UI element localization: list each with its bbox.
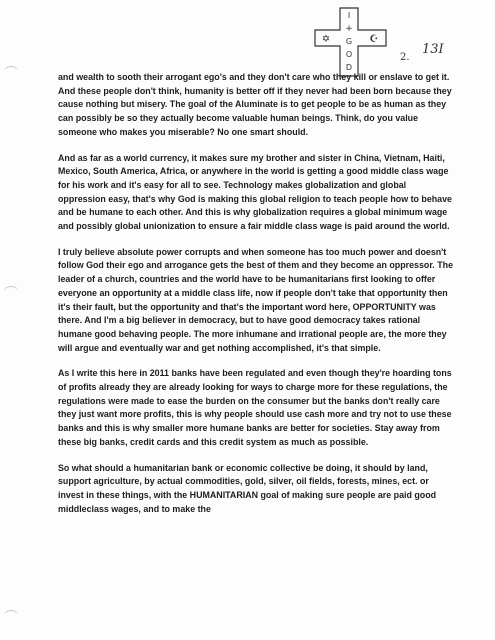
page-number: 2. <box>400 52 410 63</box>
crescent-star-icon: ☪ <box>369 34 379 45</box>
handdrawn-cross-logo <box>312 6 390 78</box>
cross-letter: I <box>347 11 351 20</box>
paragraph: As I write this here in 2011 banks have been regulated and even though they're hoarding tons of profits already they are already looking for ways to charge more for these regulations, the regulations were made to ease the burden on the consumer but the banks don't really care they just want more profits, this is why people should use cash more and try not to use these banks and this is why smaller more humane banks are better for societies. Stay away from these big banks, credit cards and this credit system as much as possible. <box>58 368 452 447</box>
binder-hole-mark <box>4 610 18 621</box>
paragraph: So what should a humanitarian bank or economic collective be doing, it should by land, support agriculture, by actual commodities, gold, silver, oil fields, forests, mines, ect. or invest in these things, with the HUMANITARIAN goal of making sure people are paid good middleclass wages, and to make the <box>58 462 437 514</box>
paragraph: and wealth to sooth their arrogant ego's and they don't care who they kill or enslave to get it. And these people don't think, humanity is better off if they never had been born because they cause nothing but misery. The goal of the Aluminate is to get people to be as human as they can possibly be so they actually become valuable human beings. Think, do you value someone who makes you miserable? No one smart should. <box>58 72 452 137</box>
handwritten-page-number: 13I <box>422 42 444 57</box>
star-of-david-icon: ✡ <box>321 34 331 45</box>
body-text <box>58 71 454 528</box>
cross-letter: + <box>345 24 353 34</box>
binder-hole-mark <box>4 286 18 297</box>
cross-letter: G <box>345 37 353 46</box>
cross-letter: D <box>345 63 353 72</box>
paragraph: I truly believe absolute power corrupts and when someone has too much power and doesn't follow God their ego and arrogance gets the best of them and they become an oppressor. The leader of a church, countries and the world have to be humanitarians first looking to offer everyone an opportunity at a middle class life, now if people don't take that opportunity then it's their fault, but the opportunity and that's the important word here, OPPORTUNITY was there. And I'm a big believer in democracy, but to have good democracy takes rational humane good behaving people. The more inhumane and irrational people are, the more they will argue and eventually war and get nothing accomplished, it's that simple. <box>58 246 454 353</box>
binder-hole-mark <box>4 66 18 77</box>
cross-letter: O <box>345 50 353 59</box>
paragraph: And as far as a world currency, it makes sure my brother and sister in China, Vietnam, Haiti, Mexico, South America, Africa, or anywhere in the world is getting a good middle class wage for his work and it's easy for all to see. Technology makes globalization and global oppression easy, that's why God is making this global religion to teach people how to behave and be humane to each other. And this is why globalization requires a global minimum wage and possibly global unionization to ensure a fair middle class wage is paid around the world. <box>58 152 452 232</box>
